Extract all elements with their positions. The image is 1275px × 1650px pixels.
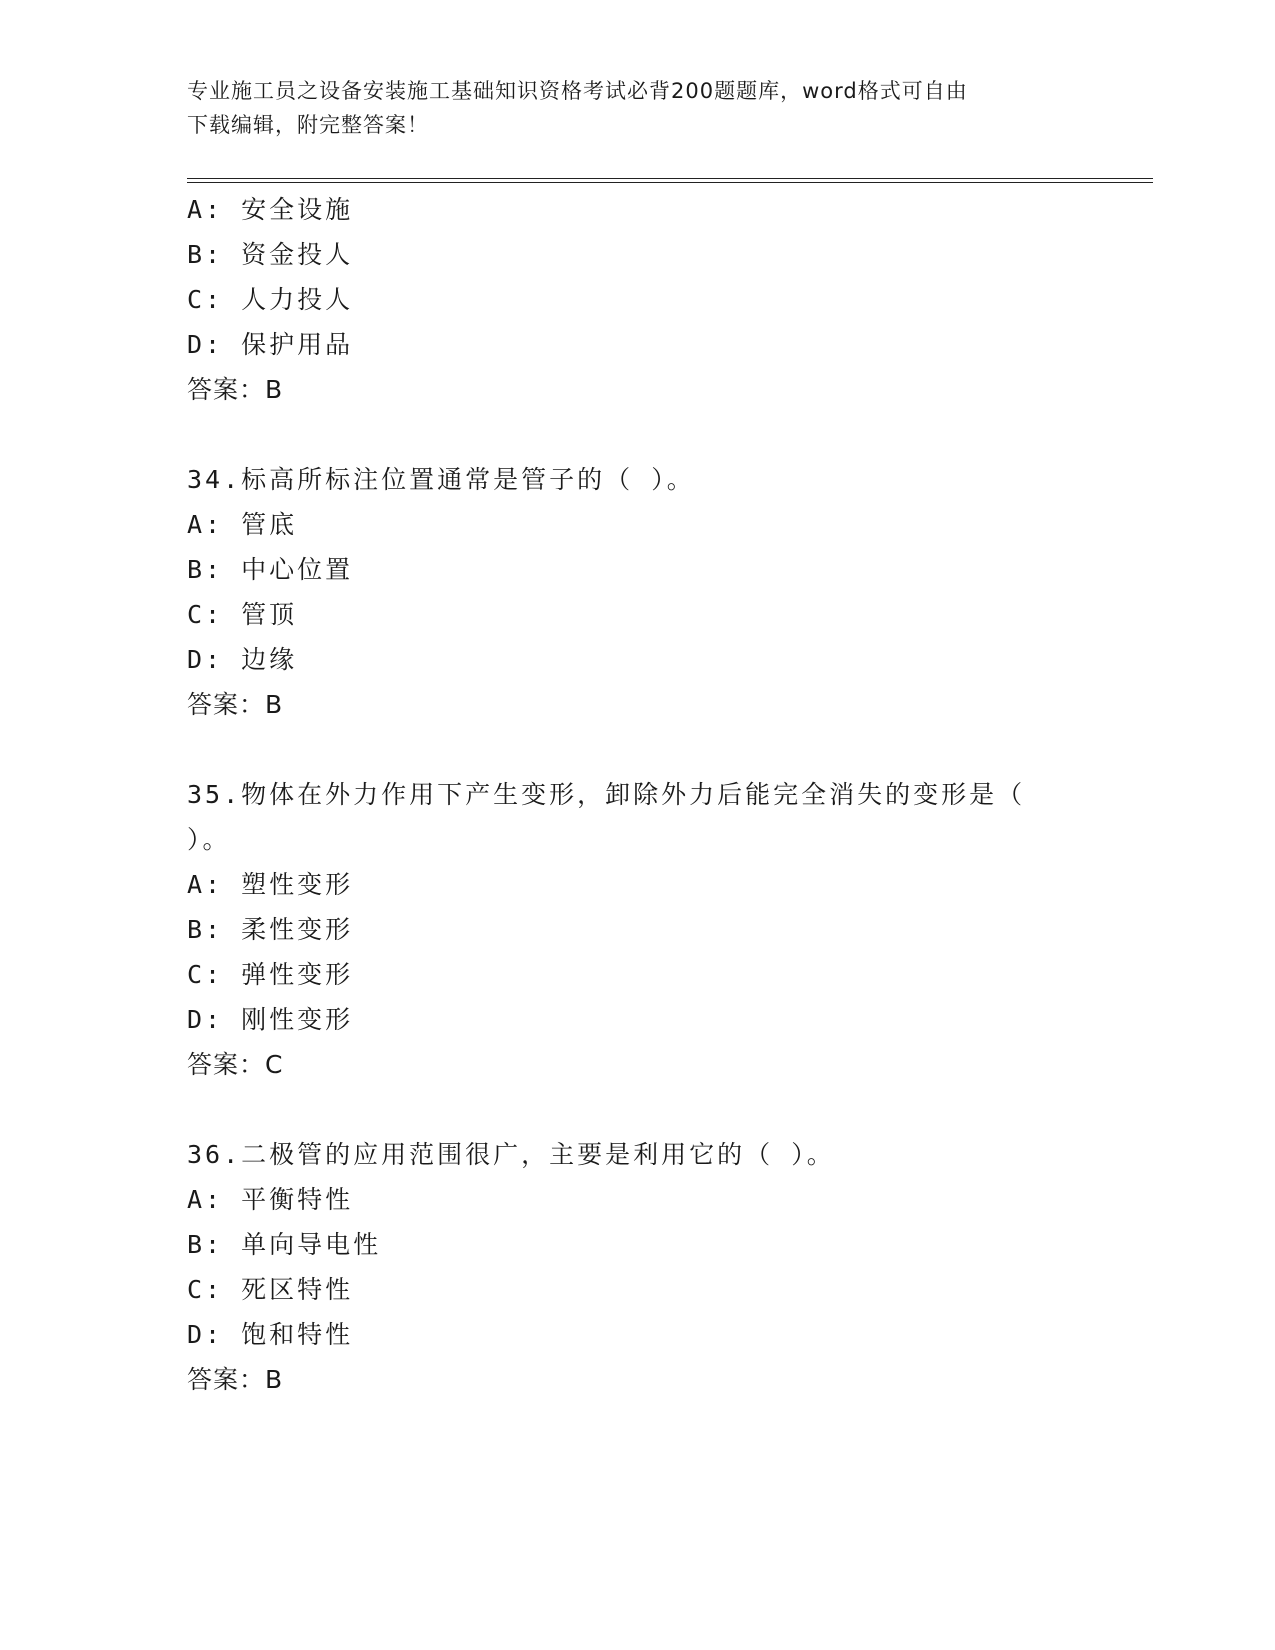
q35-option-c: C: 弹性变形	[187, 960, 354, 989]
q34-option-a: A: 管底	[187, 510, 298, 539]
q34-option-c: C: 管顶	[187, 600, 298, 629]
q33-option-a: A: 安全设施	[187, 195, 354, 224]
header-divider	[187, 178, 1153, 183]
q34-option-b: B: 中心位置	[187, 555, 354, 584]
q36-answer: 答案：B	[187, 1365, 284, 1394]
document-header	[187, 74, 1067, 142]
q34-question: 34.标高所标注位置通常是管子的（ ）。	[187, 465, 695, 494]
header-line-1: 专业施工员之设备安装施工基础知识资格考试必背200题题库，word格式可自由	[187, 79, 968, 103]
q36-option-c: C: 死区特性	[187, 1275, 354, 1304]
q35-answer: 答案：C	[187, 1050, 284, 1079]
q34-answer: 答案：B	[187, 690, 284, 719]
q35-option-a: A: 塑性变形	[187, 870, 354, 899]
q33-option-d: D: 保护用品	[187, 330, 354, 359]
q33-answer: 答案：B	[187, 375, 284, 404]
q34-option-d: D: 边缘	[187, 645, 298, 674]
q35-question-line-2: ）。	[187, 825, 231, 854]
q36-option-a: A: 平衡特性	[187, 1185, 354, 1214]
q36-option-b: B: 单向导电性	[187, 1230, 382, 1259]
q35-option-d: D: 刚性变形	[187, 1005, 354, 1034]
header-line-2: 下载编辑，附完整答案！	[187, 113, 429, 137]
q36-option-d: D: 饱和特性	[187, 1320, 354, 1349]
q36-question: 36.二极管的应用范围很广，主要是利用它的（ ）。	[187, 1140, 835, 1169]
q35-question-line-1: 35.物体在外力作用下产生变形，卸除外力后能完全消失的变形是（	[187, 780, 1026, 809]
q33-option-b: B: 资金投人	[187, 240, 354, 269]
q33-option-c: C: 人力投人	[187, 285, 354, 314]
q35-option-b: B: 柔性变形	[187, 915, 354, 944]
